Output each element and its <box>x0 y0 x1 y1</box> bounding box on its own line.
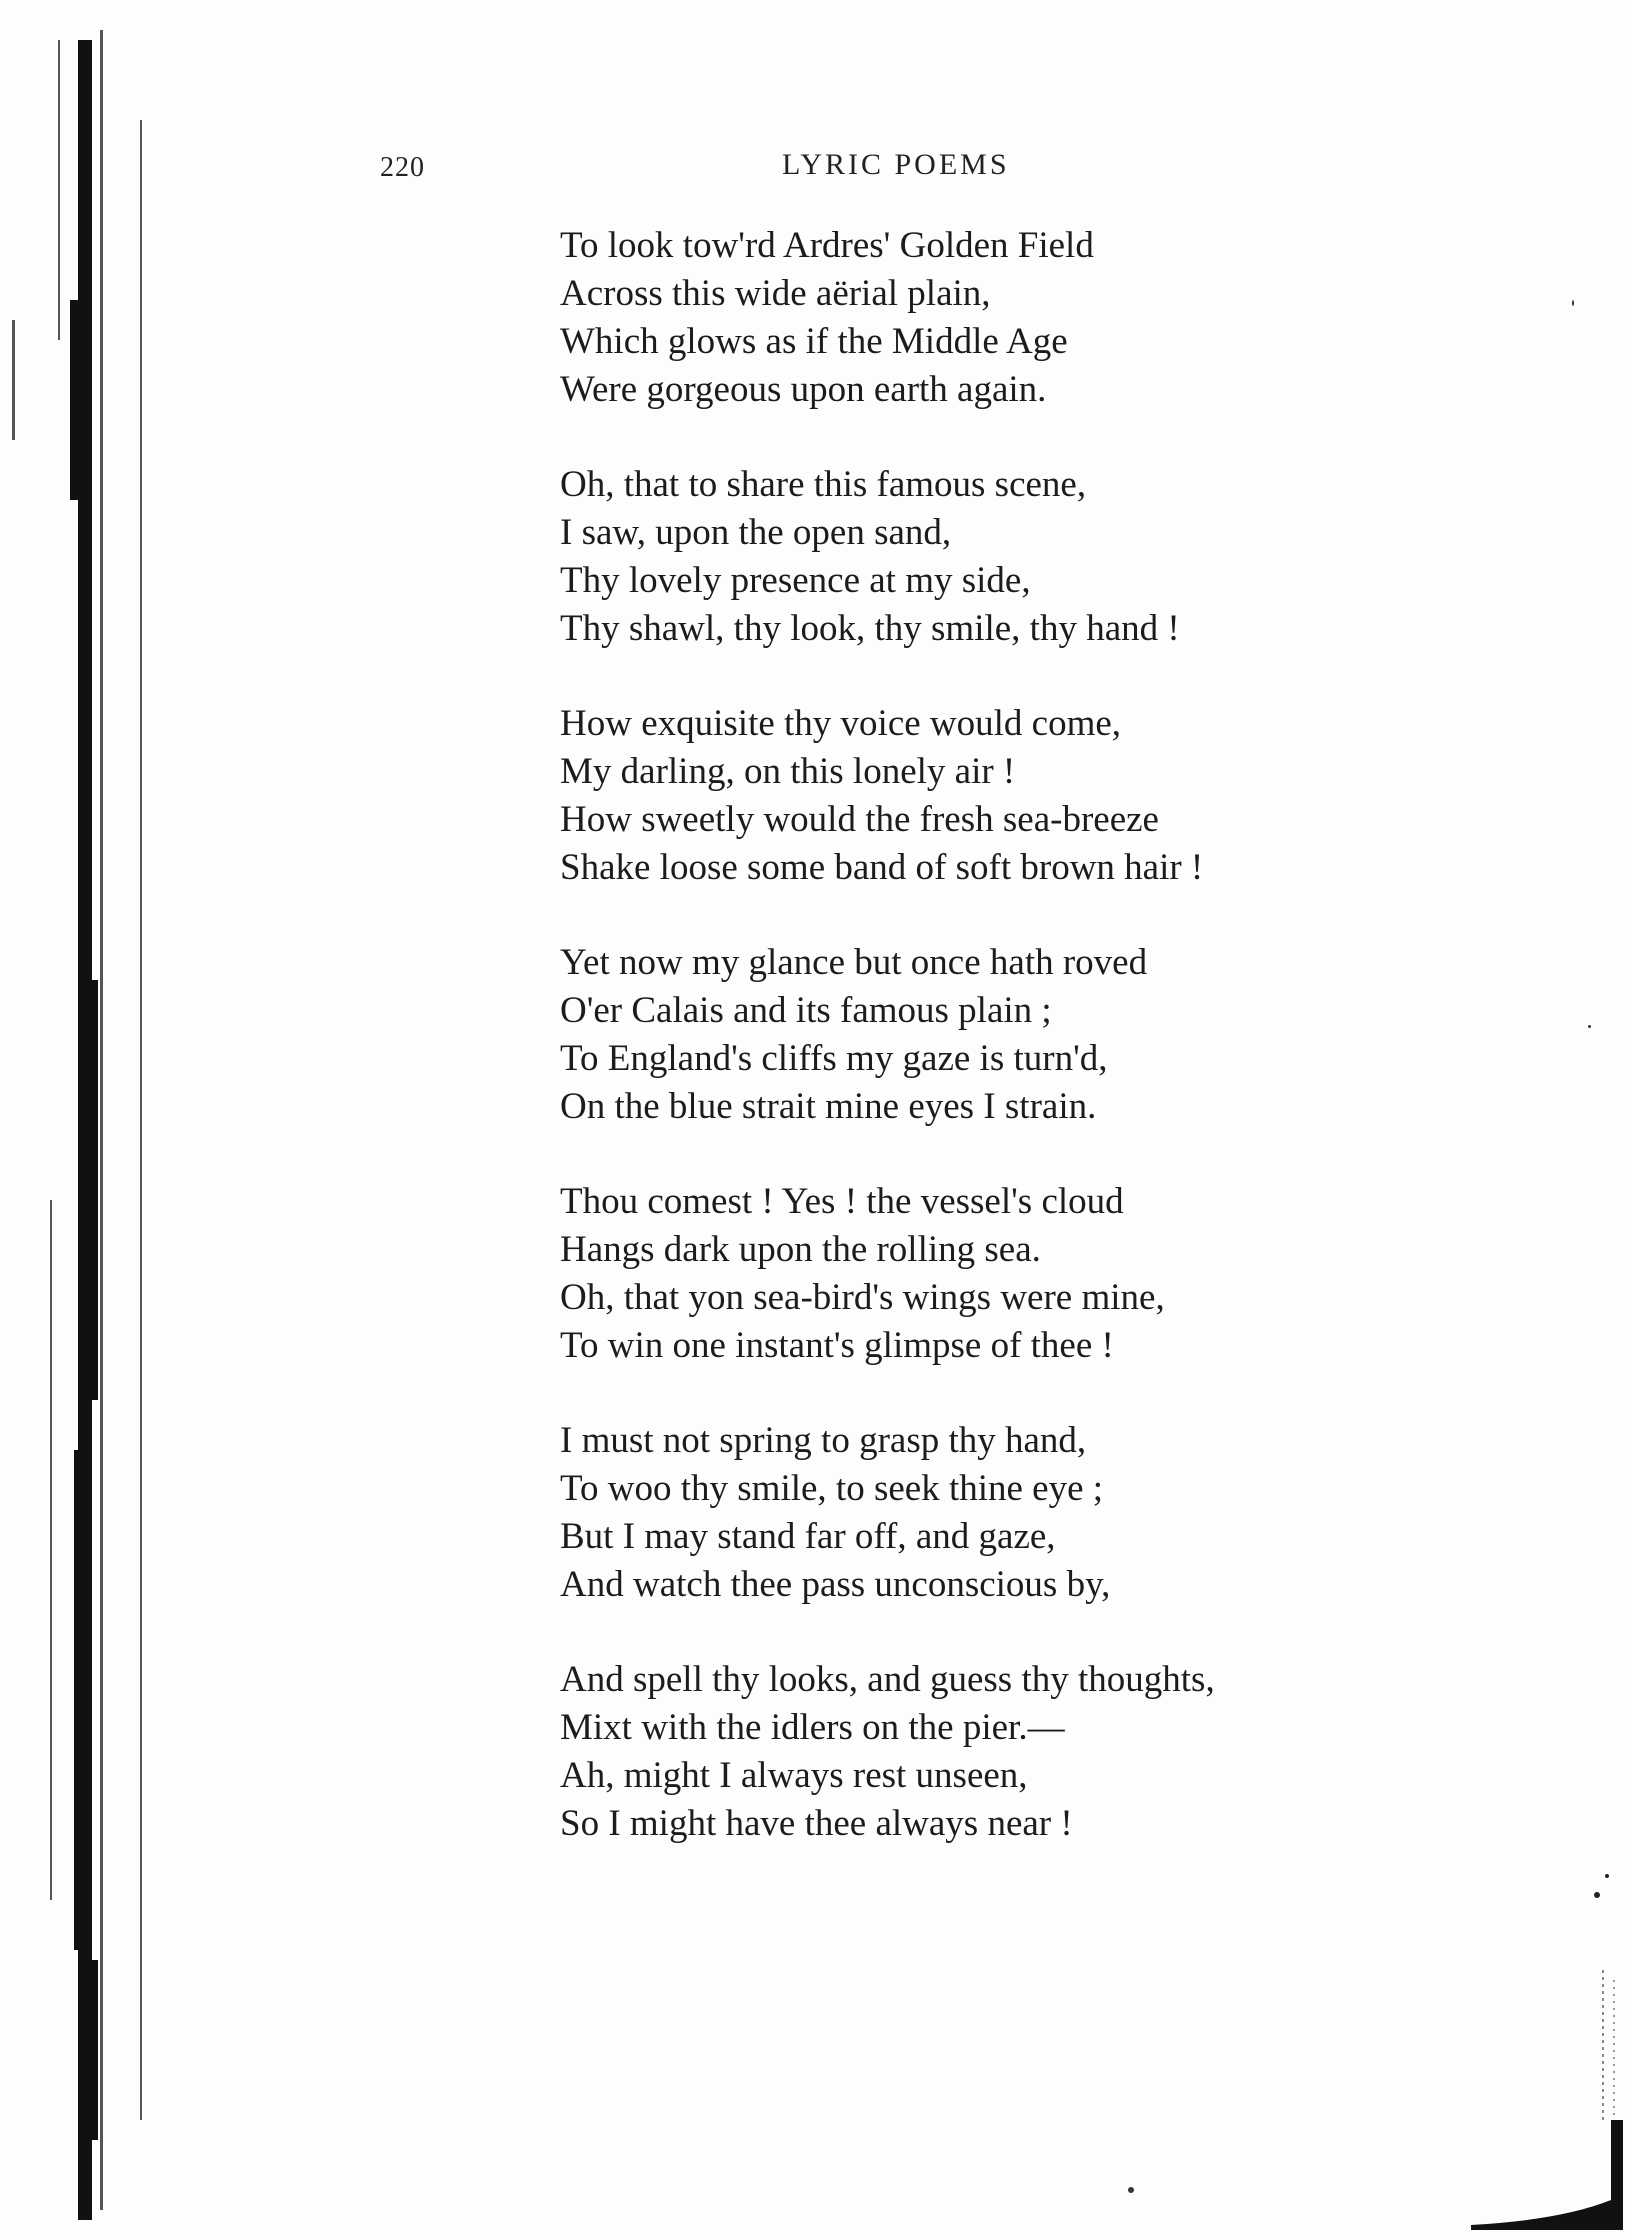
binding-shadow <box>0 0 150 2240</box>
verse-line: Hangs dark upon the rolling sea. <box>560 1229 1041 1270</box>
verse-line: And spell thy looks, and guess thy thoughts, <box>560 1659 1215 1700</box>
verse-line: So I might have thee always near ! <box>560 1803 1073 1844</box>
verse-line: Thou comest ! Yes ! the vessel's cloud <box>560 1181 1124 1222</box>
scan-speck <box>1128 2187 1134 2193</box>
verse-line: Which glows as if the Middle Age <box>560 321 1068 362</box>
stanza <box>560 939 1460 1131</box>
verse-line: To look tow'rd Ardres' Golden Field <box>560 225 1094 266</box>
scan-speck <box>1572 300 1574 306</box>
verse-line: Mixt with the idlers on the pier.— <box>560 1707 1065 1748</box>
verse-line: I must not spring to grasp thy hand, <box>560 1420 1087 1461</box>
verse-line: Yet now my glance but once hath roved <box>560 942 1148 983</box>
poem-body <box>560 222 1460 1895</box>
verse-line: And watch thee pass unconscious by, <box>560 1564 1111 1605</box>
verse-line: Across this wide aërial plain, <box>560 273 991 314</box>
verse-line: Ah, might I always rest unseen, <box>560 1755 1028 1796</box>
page-title: LYRIC POEMS <box>782 148 1010 181</box>
verse-line: Oh, that yon sea-bird's wings were mine, <box>560 1277 1165 1318</box>
verse-line: To woo thy smile, to seek thine eye ; <box>560 1468 1104 1509</box>
verse-line: O'er Calais and its famous plain ; <box>560 990 1052 1031</box>
verse-line: Oh, that to share this famous scene, <box>560 464 1087 505</box>
running-head <box>380 148 1380 188</box>
verse-line: How exquisite thy voice would come, <box>560 703 1122 744</box>
stanza <box>560 1178 1460 1370</box>
verse-line: Were gorgeous upon earth again. <box>560 369 1047 410</box>
page-number: 220 <box>380 152 425 183</box>
stanza <box>560 1417 1460 1609</box>
verse-line: My darling, on this lonely air ! <box>560 751 1016 792</box>
stanza <box>560 1656 1460 1848</box>
scan-speck <box>1588 1025 1591 1028</box>
stanza <box>560 700 1460 892</box>
verse-line: How sweetly would the fresh sea-breeze <box>560 799 1159 840</box>
verse-line: On the blue strait mine eyes I strain. <box>560 1086 1097 1127</box>
stanza <box>560 461 1460 653</box>
verse-line: Shake loose some band of soft brown hair ! <box>560 847 1204 888</box>
verse-line: Thy shawl, thy look, thy smile, thy hand ! <box>560 608 1180 649</box>
verse-line: I saw, upon the open sand, <box>560 512 952 553</box>
stanza <box>560 222 1460 414</box>
verse-line: Thy lovely presence at my side, <box>560 560 1031 601</box>
verse-line: To win one instant's glimpse of thee ! <box>560 1325 1114 1366</box>
verse-line: To England's cliffs my gaze is turn'd, <box>560 1038 1108 1079</box>
verse-line: But I may stand far off, and gaze, <box>560 1516 1056 1557</box>
